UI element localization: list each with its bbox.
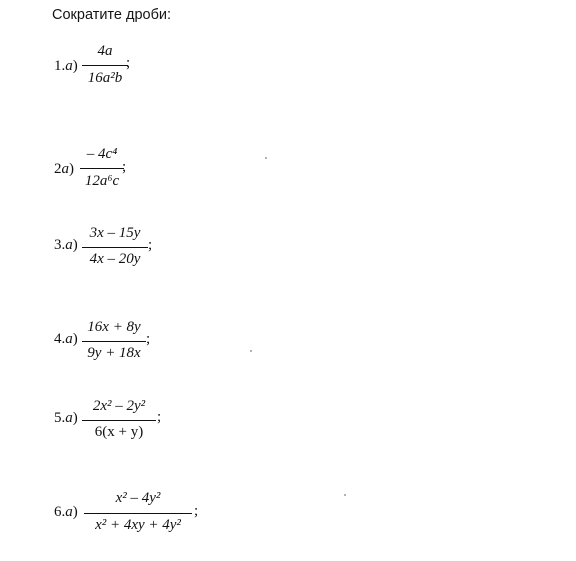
scan-speck xyxy=(250,350,252,352)
fraction-bar xyxy=(82,420,156,421)
fraction-numerator: x² – 4y² xyxy=(115,490,161,506)
problem-5 xyxy=(0,393,420,463)
fraction-bar xyxy=(82,65,128,66)
problem-3 xyxy=(0,225,420,295)
semicolon: ; xyxy=(194,503,199,519)
fraction-denominator: 9y + 18x xyxy=(87,345,141,361)
fraction-denominator: 16a²b xyxy=(87,70,123,86)
problem-2 xyxy=(0,143,420,213)
semicolon: ; xyxy=(146,331,151,347)
problem-label: 2a) xyxy=(54,161,74,177)
fraction-bar xyxy=(82,341,146,342)
semicolon: ; xyxy=(148,237,153,253)
fraction-denominator: 12a⁶c xyxy=(84,173,120,189)
problem-4 xyxy=(0,315,420,385)
problem-label: 6.a) xyxy=(54,504,78,520)
fraction-denominator: 4x – 20y xyxy=(89,251,141,267)
fraction-numerator: – 4c⁴ xyxy=(86,146,118,162)
fraction-numerator: 2x² – 2y² xyxy=(92,398,146,414)
problem-1 xyxy=(0,40,420,110)
fraction-numerator: 16x + 8y xyxy=(87,319,141,335)
semicolon: ; xyxy=(122,159,127,175)
problem-label: 1.a) xyxy=(54,58,78,74)
fraction-bar xyxy=(84,513,192,514)
scan-speck xyxy=(344,494,346,496)
fraction-denominator: 6(x + y) xyxy=(94,424,144,440)
problem-label: 3.a) xyxy=(54,237,78,253)
fraction-denominator: x² + 4xy + 4y² xyxy=(95,517,181,533)
semicolon: ; xyxy=(126,55,131,71)
problem-label: 4.a) xyxy=(54,331,78,347)
fraction-bar xyxy=(82,247,148,248)
fraction-numerator: 3x – 15y xyxy=(89,225,141,241)
semicolon: ; xyxy=(157,409,162,425)
fraction-numerator: 4a xyxy=(97,43,113,59)
page-title: Сократите дроби: xyxy=(52,7,172,23)
fraction-bar xyxy=(80,168,124,169)
problem-label: 5.a) xyxy=(54,410,78,426)
problem-6 xyxy=(0,484,420,554)
scan-speck xyxy=(265,157,267,159)
